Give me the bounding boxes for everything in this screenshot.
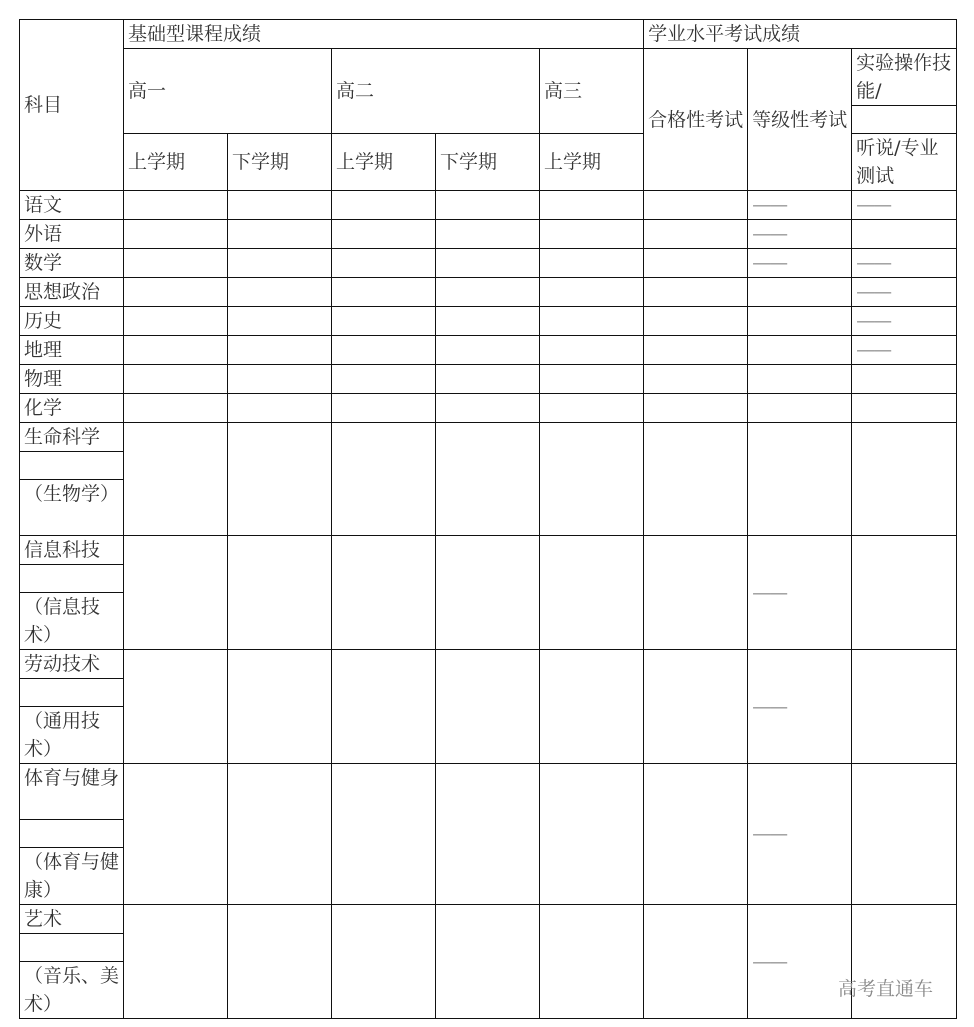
level-exam-cell: ——	[748, 764, 852, 905]
score-cell	[124, 764, 228, 905]
score-cell	[332, 764, 436, 905]
subject-name: 生命科学	[20, 423, 124, 452]
header-semester: 上学期	[540, 134, 644, 191]
score-cell	[124, 191, 228, 220]
table-row	[20, 307, 957, 336]
skill-test-cell	[852, 905, 957, 1019]
subject-name: （体育与健康）	[20, 848, 124, 905]
score-cell	[644, 423, 748, 536]
skill-test-cell	[852, 220, 957, 249]
header-grade-2: 高二	[332, 49, 540, 134]
skill-test-cell	[852, 650, 957, 764]
skill-test-cell: ——	[852, 307, 957, 336]
level-exam-cell: ——	[748, 249, 852, 278]
level-exam-cell: ——	[748, 536, 852, 650]
score-cell	[436, 394, 540, 423]
score-cell	[644, 307, 748, 336]
score-cell	[228, 278, 332, 307]
score-cell	[228, 365, 332, 394]
subject-name: 外语	[20, 220, 124, 249]
score-cell	[124, 307, 228, 336]
header-semester: 上学期	[124, 134, 228, 191]
score-cell	[228, 220, 332, 249]
score-cell	[644, 650, 748, 764]
score-cell	[540, 278, 644, 307]
level-exam-cell: ——	[748, 905, 852, 1019]
subject-name: （信息技术）	[20, 593, 124, 650]
level-exam-cell	[748, 423, 852, 536]
score-cell	[436, 307, 540, 336]
score-cell	[228, 764, 332, 905]
subject-name	[20, 934, 124, 962]
skill-test-cell	[852, 365, 957, 394]
level-exam-cell	[748, 278, 852, 307]
score-cell	[228, 423, 332, 536]
subject-name: 劳动技术	[20, 650, 124, 679]
header-basic-group: 基础型课程成绩	[124, 20, 644, 49]
score-cell	[436, 220, 540, 249]
header-semester: 下学期	[436, 134, 540, 191]
score-cell	[644, 191, 748, 220]
score-cell	[228, 394, 332, 423]
table-row	[20, 536, 957, 565]
table-row	[20, 278, 957, 307]
score-cell	[332, 536, 436, 650]
header-grade-1: 高一	[124, 49, 332, 134]
score-cell	[332, 191, 436, 220]
header-exam-group: 学业水平考试成绩	[644, 20, 957, 49]
level-exam-cell: ——	[748, 191, 852, 220]
score-cell	[124, 365, 228, 394]
skill-test-cell: ——	[852, 336, 957, 365]
score-cell	[644, 764, 748, 905]
score-cell	[332, 249, 436, 278]
score-cell	[124, 278, 228, 307]
score-cell	[436, 249, 540, 278]
subject-name: 艺术	[20, 905, 124, 934]
score-cell	[124, 536, 228, 650]
score-cell	[228, 249, 332, 278]
table-row	[20, 220, 957, 249]
score-cell	[332, 278, 436, 307]
subject-name	[20, 565, 124, 593]
skill-test-cell: ——	[852, 249, 957, 278]
level-exam-cell: ——	[748, 220, 852, 249]
table-row	[20, 423, 957, 452]
score-cell	[540, 365, 644, 394]
skill-test-cell	[852, 536, 957, 650]
score-cell	[124, 650, 228, 764]
table-row	[20, 905, 957, 934]
score-cell	[228, 336, 332, 365]
score-cell	[332, 307, 436, 336]
score-cell	[644, 220, 748, 249]
header-skill-top: 实验操作技能/	[852, 49, 957, 106]
subject-name: 数学	[20, 249, 124, 278]
score-cell	[228, 905, 332, 1019]
score-cell	[540, 336, 644, 365]
score-cell	[436, 336, 540, 365]
score-cell	[124, 905, 228, 1019]
skill-test-cell	[852, 394, 957, 423]
subject-name: （通用技术）	[20, 707, 124, 764]
score-cell	[124, 336, 228, 365]
table-row	[20, 764, 957, 820]
subject-name: 思想政治	[20, 278, 124, 307]
subject-name: （音乐、美术）	[20, 962, 124, 1019]
score-cell	[124, 394, 228, 423]
subject-name: 历史	[20, 307, 124, 336]
score-cell	[644, 365, 748, 394]
skill-test-cell: ——	[852, 191, 957, 220]
score-cell	[332, 423, 436, 536]
score-cell	[332, 336, 436, 365]
score-cell	[540, 536, 644, 650]
header-semester: 下学期	[228, 134, 332, 191]
level-exam-cell	[748, 336, 852, 365]
score-cell	[540, 307, 644, 336]
score-cell	[436, 650, 540, 764]
score-cell	[436, 423, 540, 536]
table-row	[20, 249, 957, 278]
score-cell	[540, 394, 644, 423]
score-cell	[540, 423, 644, 536]
level-exam-cell	[748, 365, 852, 394]
score-cell	[436, 191, 540, 220]
subject-name	[20, 820, 124, 848]
score-cell	[540, 764, 644, 905]
level-exam-cell	[748, 394, 852, 423]
subject-name: 语文	[20, 191, 124, 220]
table-row	[20, 394, 957, 423]
score-cell	[124, 249, 228, 278]
score-cell	[228, 650, 332, 764]
subject-name: 体育与健身	[20, 764, 124, 820]
subject-name: 地理	[20, 336, 124, 365]
score-cell	[332, 365, 436, 394]
header-grade-3: 高三	[540, 49, 644, 134]
table-row	[20, 336, 957, 365]
subject-name: （生物学）	[20, 480, 124, 536]
subject-name: 化学	[20, 394, 124, 423]
score-cell	[644, 905, 748, 1019]
header-skill-bottom: 听说/专业测试	[852, 134, 957, 191]
header-pass-exam: 合格性考试	[644, 49, 748, 191]
score-cell	[540, 650, 644, 764]
header-level-exam: 等级性考试	[748, 49, 852, 191]
score-cell	[436, 536, 540, 650]
skill-test-cell: ——	[852, 278, 957, 307]
score-cell	[228, 536, 332, 650]
score-cell	[540, 249, 644, 278]
score-cell	[644, 278, 748, 307]
score-cell	[228, 191, 332, 220]
skill-test-cell	[852, 764, 957, 905]
score-cell	[332, 220, 436, 249]
score-cell	[436, 365, 540, 394]
subject-name	[20, 452, 124, 480]
score-cell	[124, 220, 228, 249]
score-table	[19, 19, 957, 1019]
score-cell	[332, 650, 436, 764]
score-cell	[540, 191, 644, 220]
table-row	[20, 650, 957, 679]
score-cell	[436, 905, 540, 1019]
header-semester: 上学期	[332, 134, 436, 191]
level-exam-cell	[748, 307, 852, 336]
score-cell	[228, 307, 332, 336]
score-cell	[644, 394, 748, 423]
subject-name	[20, 679, 124, 707]
score-cell	[124, 423, 228, 536]
score-cell	[436, 764, 540, 905]
score-cell	[436, 278, 540, 307]
score-cell	[644, 336, 748, 365]
subject-name: 信息科技	[20, 536, 124, 565]
score-cell	[644, 249, 748, 278]
table-row	[20, 365, 957, 394]
table-row	[20, 191, 957, 220]
score-cell	[644, 536, 748, 650]
score-cell	[332, 394, 436, 423]
header-skill-empty	[852, 106, 957, 134]
score-cell	[540, 905, 644, 1019]
score-cell	[540, 220, 644, 249]
watermark: 高考直通车	[838, 978, 934, 1000]
header-subject: 科目	[20, 20, 124, 191]
level-exam-cell: ——	[748, 650, 852, 764]
subject-name: 物理	[20, 365, 124, 394]
score-cell	[332, 905, 436, 1019]
skill-test-cell	[852, 423, 957, 536]
